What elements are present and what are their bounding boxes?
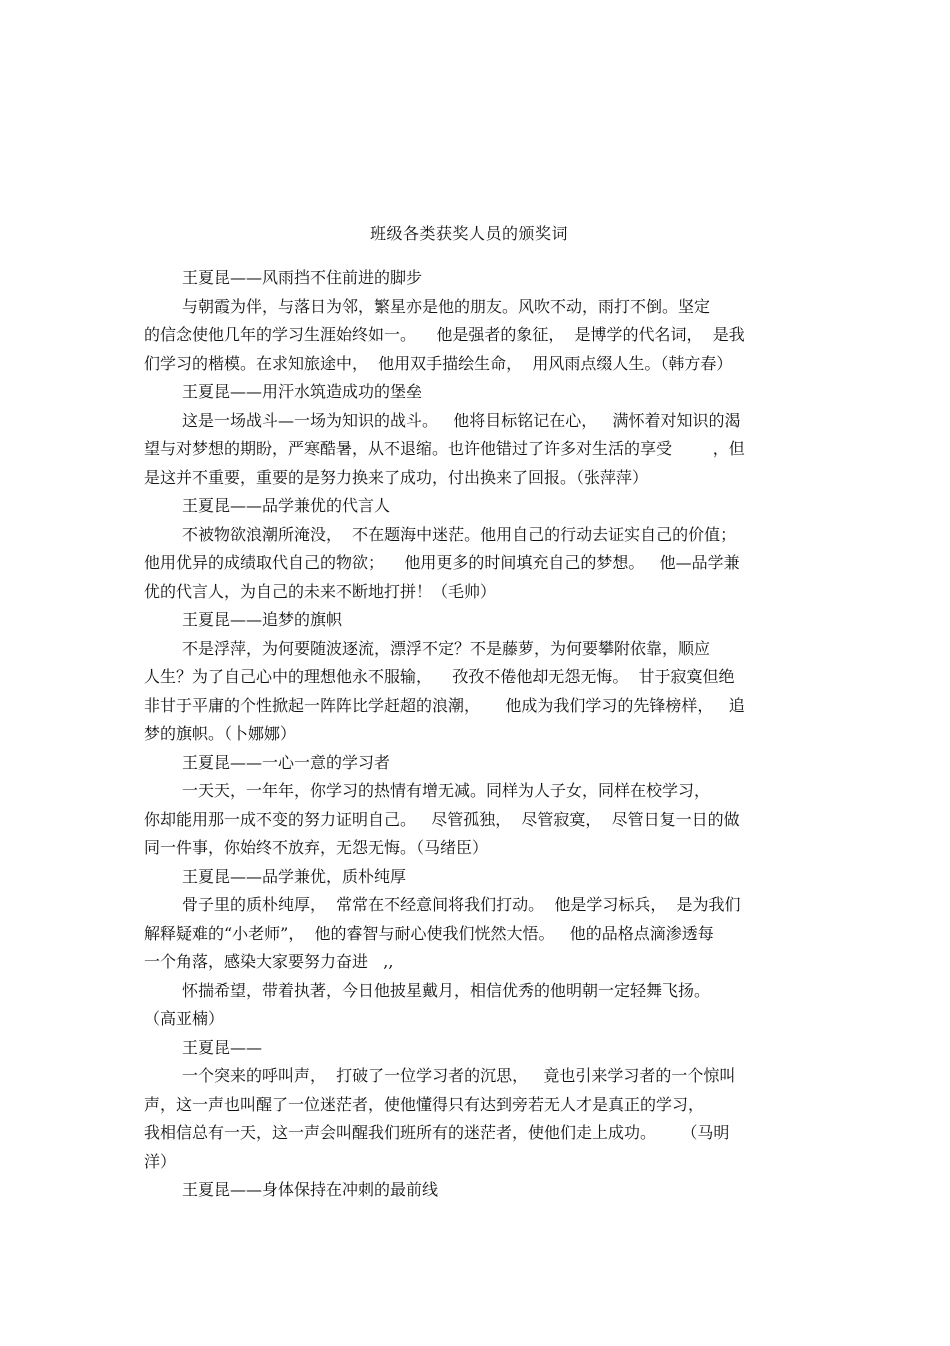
text-line: 怀揣希望，带着执著，今日他披星戴月，相信优秀的他明朝一定轻舞飞扬。 — [182, 980, 711, 1000]
text-line: 非甘于平庸的个性掀起一阵阵比学赶超的浪潮， 他成为我们学习的先锋榜样， 追 — [144, 695, 745, 715]
text-line: 们学习的楷模。在求知旅途中， 他用双手描绘生命， 用风雨点缀人生。（韩方春） — [144, 353, 733, 373]
text-line: 他用优异的成绩取代自己的物欲； 他用更多的时间填充自己的梦想。 他—品学兼 — [144, 553, 740, 572]
text-line: 不是浮萍，为何要随波逐流，漂浮不定？不是藤萝，为何要攀附依靠，顺应 — [182, 638, 711, 658]
text-line: 洋） — [144, 1151, 177, 1171]
text-line: 声，这一声也叫醒了一位迷茫者，使他懂得只有达到旁若无人才是真正的学习， — [144, 1094, 705, 1114]
text-line: 不被物欲浪潮所淹没， 不在题海中迷茫。他用自己的行动去证实自己的价值； — [182, 524, 737, 544]
text-line: 王夏昆——用汗水筑造成功的堡垒 — [182, 382, 423, 401]
text-line: 人生？为了自己心中的理想他永不服输， 孜孜不倦他却无怨无悔。 甘于寂寞但绝 — [144, 667, 735, 686]
text-line: 你却能用那一成不变的努力证明自己。 尽管孤独， 尽管寂寞， 尽管日复一日的做 — [144, 809, 740, 829]
text-line: 王夏昆——一心一意的学习者 — [182, 752, 391, 772]
text-line: 同一件事，你始终不放弃，无怨无悔。（马绪臣） — [144, 838, 489, 857]
text-line: 王夏昆——品学兼优，质朴纯厚 — [182, 866, 407, 886]
document-body — [144, 264, 810, 1205]
text-line: 与朝霞为伴，与落日为邻，繁星亦是他的朋友。风吹不动，雨打不倒。坚定 — [182, 296, 711, 316]
text-line: 一个突来的呼叫声， 打破了一位学习者的沉思， 竟也引来学习者的一个惊叫 — [182, 1066, 736, 1085]
text-line: （高亚楠） — [144, 1009, 225, 1028]
text-line: 优的代言人，为自己的未来不断地打拼！（毛帅） — [144, 581, 497, 601]
text-line: 王夏昆——风雨挡不住前进的脚步 — [182, 268, 423, 287]
text-line: 王夏昆——追梦的旗帜 — [182, 610, 343, 629]
text-line: 的信念使他几年的学习生涯始终如一。 他是强者的象征， 是博学的代名词， 是我 — [144, 325, 745, 344]
text-line: 王夏昆——身体保持在冲刺的最前线 — [182, 1180, 439, 1199]
text-line: 一个角落，感染大家要努力奋进 ,, — [144, 952, 394, 971]
text-line: 王夏昆—— — [182, 1037, 263, 1057]
text-line: 王夏昆——品学兼优的代言人 — [182, 496, 391, 515]
text-line: 这是一场战斗—一场为知识的战斗。 他将目标铭记在心， 满怀着对知识的渴 — [182, 410, 741, 430]
text-line: 一天天，一年年，你学习的热情有增无减。同样为人子女，同样在校学习， — [182, 781, 711, 800]
text-line: 是这并不重要，重要的是努力换来了成功，付出换来了回报。（张萍萍） — [144, 467, 649, 487]
text-line: 骨子里的质朴纯厚， 常常在不经意间将我们打动。 他是学习标兵， 是为我们 — [182, 895, 741, 914]
text-line: 望与对梦想的期盼，严寒酷暑，从不退缩。也许他错过了许多对生活的享受 ，但 — [144, 439, 745, 458]
text-line: 解释疑难的“小老师”， 他的睿智与耐心使我们恍然大悟。 他的品格点滴渗透每 — [144, 923, 714, 943]
text-line: 我相信总有一天，这一声会叫醒我们班所有的迷茫者，使他们走上成功。 （马明 — [144, 1123, 730, 1142]
document-title: 班级各类获奖人员的颁奖词 — [369, 224, 568, 243]
text-line: 梦的旗帜。（卜娜娜） — [144, 724, 297, 743]
